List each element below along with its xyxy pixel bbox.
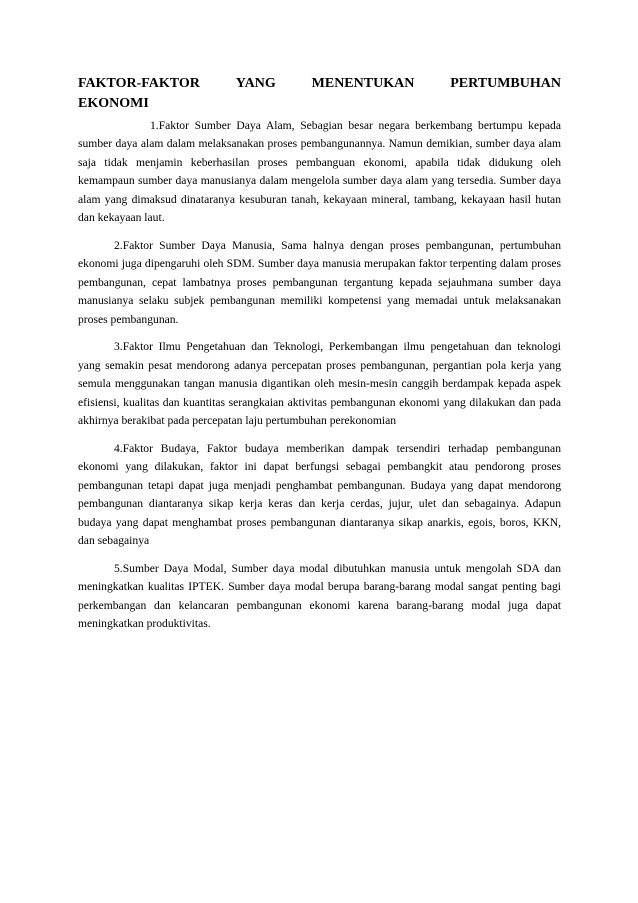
paragraph-faktor-sumber-daya-alam: 1.Faktor Sumber Daya Alam, Sebagian besar negara berkembang bertumpu kepada sumber daya alam dalam melaksanakan proses pembangunannya. Namun demikian, sumber daya alam saja tidak menjamin keberhasilan proses pembanguan ekonomi, apabila tidak didukung oleh kemampaun sumber daya manusianya dalam mengelola sumber daya alam yang tersedia. Sumber daya alam yang dimaksud dinataranya kesuburan tanah, kekayaan mineral, tambang, kekayaan hasil hutan dan kekayaan laut.: [78, 119, 561, 225]
title-line-2: EKONOMI: [78, 96, 149, 111]
paragraph-faktor-sumber-daya-manusia: 2.Faktor Sumber Daya Manusia, Sama halnya dengan proses pembangunan, pertumbuhan ekonomi juga dipengaruhi oleh SDM. Sumber daya manusia merupakan faktor terpenting dalam proses pembangunan, cepat lambatnya proses pembangunan tergantung kepada sejauhmana sumber daya manusianya selaku subjek pembangunan memiliki kompetensi yang memadai untuk melaksanakan proses pembangunan.: [78, 238, 561, 326]
paragraph-faktor-iptek: 3.Faktor Ilmu Pengetahuan dan Teknologi, Perkembangan ilmu pengetahuan dan teknologi yang semakin pesat mendorong adanya percepatan proses pembangunan, pergantian pola kerja yang semula menggunakan tangan manusia digantikan oleh mesin-mesin canggih berdampak kepada aspek efisiensi, kualitas dan kuantitas serangkaian aktivitas pembangunan ekonomi yang dilakukan dan pada akhirnya berakibat pada percepatan laju pertumbuhan perekonomian: [78, 340, 561, 428]
paragraph-faktor-budaya: 4.Faktor Budaya, Faktor budaya memberikan dampak tersendiri terhadap pembangunan ekonomi yang dilakukan, faktor ini dapat berfungsi sebagai pembangkit atau pendorong proses pembangunan tetapi dapat juga menjadi penghambat pembangunan. Budaya yang dapat mendorong pembangunan diantaranya sikap kerja keras dan kerja cerdas, jujur, ulet dan sebagainya. Adapun budaya yang dapat menghambat proses pembangunan diantaranya sikap anarkis, egois, boros, KKN, dan sebagainya: [78, 442, 561, 548]
title-line-1: [78, 74, 561, 94]
document-title: [78, 74, 561, 114]
document-page: [78, 74, 561, 643]
title-word-3: MENENTUKAN: [311, 76, 415, 91]
title-word-4: PERTUMBUHAN: [450, 76, 561, 91]
paragraph-sumber-daya-modal: 5.Sumber Daya Modal, Sumber daya modal dibutuhkan manusia untuk mengolah SDA dan meningkatkan kualitas IPTEK. Sumber daya modal berupa barang-barang modal sangat penting bagi perkembangan dan kelancaran pembangunan ekonomi karena barang-barang modal juga dapat meningkatkan produktivitas.: [78, 561, 561, 631]
title-word-1: FAKTOR-FAKTOR: [78, 76, 200, 91]
title-word-2: YANG: [235, 76, 276, 91]
